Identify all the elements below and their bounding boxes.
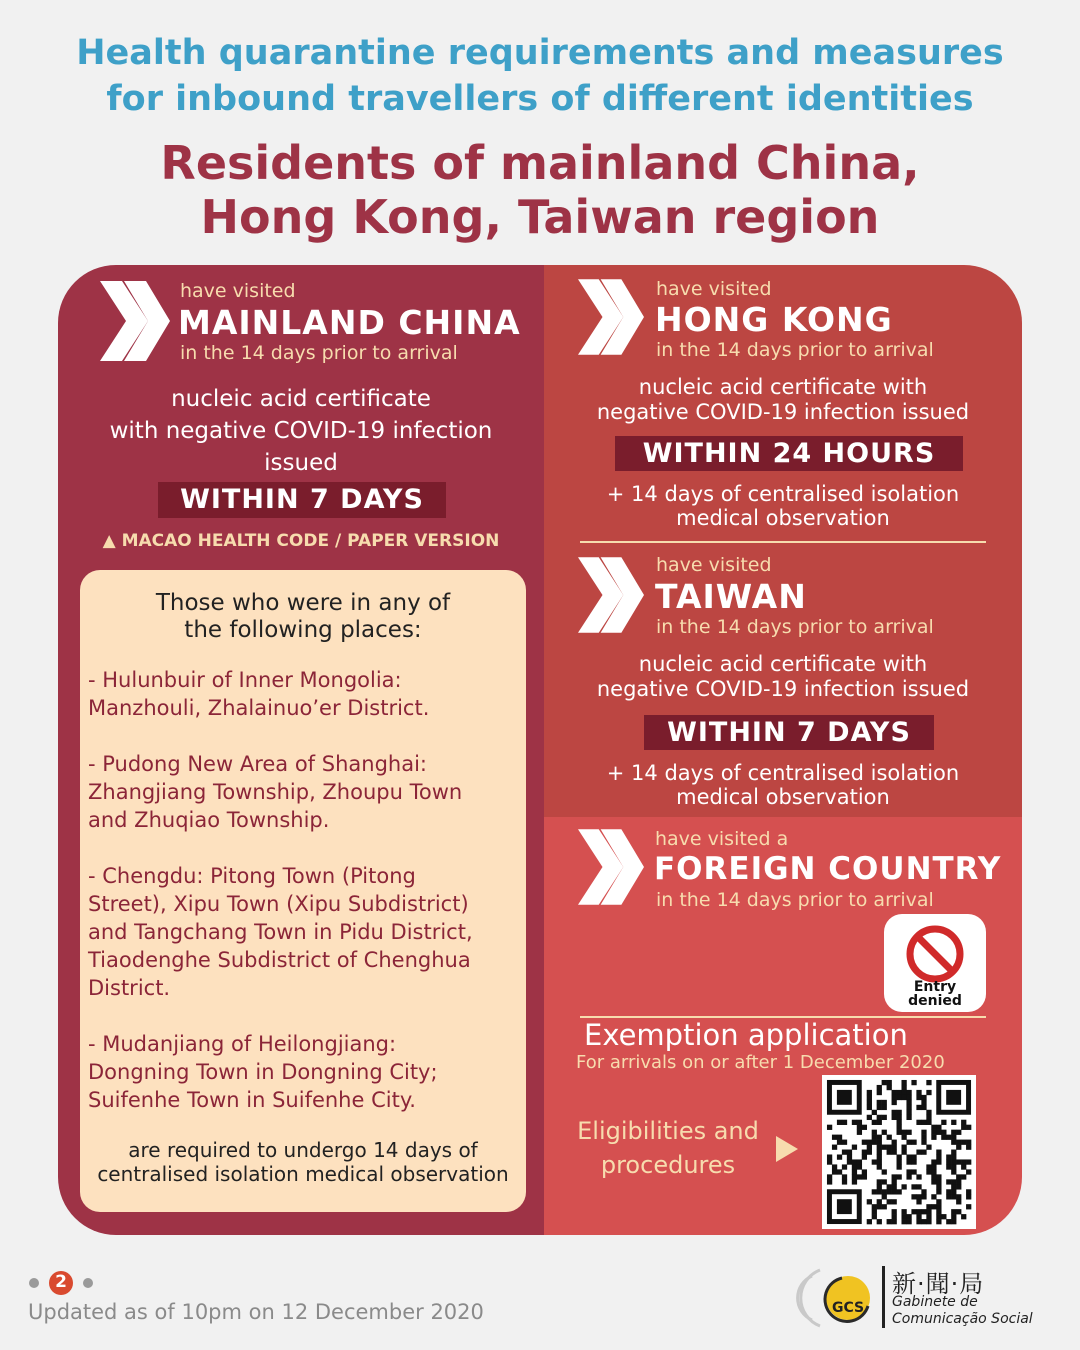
mainland-region: MAINLAND CHINA — [178, 303, 521, 342]
eligibility-link[interactable] — [566, 1114, 770, 1182]
foreign-have-visited: have visited a — [655, 828, 789, 850]
divider — [580, 541, 986, 543]
places-list — [88, 666, 518, 1142]
place-line: - Pudong New Area of Shanghai: — [88, 752, 427, 776]
entry-denied-line1: Entry — [913, 979, 957, 995]
place-line: - Hulunbuir of Inner Mongolia: — [88, 668, 402, 692]
gcs-logo — [790, 1262, 1070, 1334]
note-heading-line2: the following places: — [184, 617, 422, 643]
restricted-places-note — [80, 570, 526, 1212]
hk-within-label: WITHIN 24 HOURS — [615, 436, 963, 471]
note-footer-line1: are required to undergo 14 days of — [128, 1138, 478, 1162]
note-footer-line2: centralised isolation medical observation — [97, 1162, 509, 1186]
subtitle-line1: Residents of mainland China, — [160, 136, 920, 190]
chevron-double-right-icon — [578, 828, 644, 906]
foreign-prior: in the 14 days prior to arrival — [656, 889, 934, 911]
mainland-panel — [58, 265, 544, 1235]
logo-line2: Comunicação Social — [892, 1311, 1033, 1327]
gcs-mark: GCS — [832, 1300, 865, 1316]
hk-extra — [544, 482, 1022, 530]
foreign-region: FOREIGN COUNTRY — [654, 851, 1002, 887]
tw-have-visited: have visited — [656, 554, 772, 576]
tw-certificate — [544, 652, 1022, 702]
tw-within-label: WITHIN 7 DAYS — [644, 715, 934, 750]
place-line: Suifenhe Town in Suifenhe City. — [88, 1088, 416, 1112]
hk-certificate — [544, 375, 1022, 425]
mainland-prior: in the 14 days prior to arrival — [180, 342, 458, 364]
tw-cert-line2: negative COVID-19 infection issued — [596, 677, 970, 701]
note-heading — [80, 590, 526, 644]
tw-extra — [544, 761, 1022, 809]
place-line: - Mudanjiang of Heilongjiang: — [88, 1032, 397, 1056]
logo-chinese: 新·聞·局 — [892, 1270, 985, 1298]
entry-denied-badge — [884, 914, 986, 1012]
mainland-within-label: WITHIN 7 DAYS — [158, 482, 446, 518]
qr-code[interactable] — [822, 1075, 976, 1229]
place-line: District. — [88, 976, 171, 1000]
place-line: Tiaodenghe Subdistrict of Chenghua — [88, 948, 471, 972]
tw-cert-line1: nucleic acid certificate with — [638, 652, 928, 676]
play-triangle-icon — [776, 1136, 798, 1162]
list-item — [88, 666, 518, 722]
logo-line1: Gabinete de — [892, 1294, 978, 1310]
subtitle — [0, 136, 1080, 244]
gcs-logo-icon — [790, 1262, 886, 1334]
main-title — [0, 30, 1080, 122]
note-heading-line1: Those who were in any of — [155, 590, 451, 616]
place-line: Street), Xipu Town (Xipu Subdistrict) — [88, 892, 469, 916]
chevron-double-right-icon — [100, 281, 170, 361]
list-item — [88, 862, 518, 1002]
mainland-certificate — [58, 383, 544, 479]
tw-region: TAIWAN — [655, 577, 807, 616]
hk-have-visited: have visited — [656, 278, 772, 300]
mainland-cert-line1: nucleic acid certificate — [171, 386, 431, 412]
place-line: Dongning Town in Dongning City; — [88, 1060, 438, 1084]
hk-extra-line2: medical observation — [676, 506, 890, 530]
tw-extra-line1: + 14 days of centralised isolation — [606, 761, 960, 785]
mainland-have-visited: have visited — [180, 280, 296, 302]
mainland-health-code: ▲ MACAO HEALTH CODE / PAPER VERSION — [102, 531, 500, 551]
exemption-subtitle: For arrivals on or after 1 December 2020 — [576, 1052, 945, 1073]
main-title-line2: for inbound travellers of different identities — [106, 79, 974, 119]
subtitle-line2: Hong Kong, Taiwan region — [200, 190, 880, 244]
eligibility-line2: procedures — [600, 1151, 736, 1179]
mainland-cert-line2: with negative COVID-19 infection — [109, 418, 493, 444]
qr-code-pattern — [822, 1075, 976, 1229]
hk-cert-line2: negative COVID-19 infection issued — [596, 400, 970, 424]
entry-denied-text — [884, 980, 986, 1008]
hk-prior: in the 14 days prior to arrival — [656, 339, 934, 361]
hk-region: HONG KONG — [655, 300, 893, 339]
list-item — [88, 1030, 518, 1114]
eligibility-line1: Eligibilities and — [577, 1117, 759, 1145]
place-line: Zhangjiang Township, Zhoupu Town — [88, 780, 463, 804]
main-title-line1: Health quarantine requirements and measures — [76, 33, 1004, 73]
updated-text: Updated as of 10pm on 12 December 2020 — [28, 1300, 484, 1324]
chevron-double-right-icon — [578, 556, 644, 634]
place-line: and Zhuqiao Township. — [88, 808, 330, 832]
tw-prior: in the 14 days prior to arrival — [656, 616, 934, 638]
page-number: 2 — [55, 1272, 67, 1292]
logo-divider — [882, 1266, 885, 1328]
mainland-cert-line3: issued — [264, 450, 338, 476]
place-line: and Tangchang Town in Pidu District, — [88, 920, 473, 944]
place-line: Manzhouli, Zhalainuo’er District. — [88, 696, 430, 720]
place-line: - Chengdu: Pitong Town (Pitong — [88, 864, 416, 888]
exemption-title: Exemption application — [584, 1018, 908, 1052]
tw-extra-line2: medical observation — [676, 785, 890, 809]
list-item — [88, 750, 518, 834]
hk-extra-line1: + 14 days of centralised isolation — [606, 482, 960, 506]
hk-cert-line1: nucleic acid certificate with — [638, 375, 928, 399]
note-footer — [80, 1138, 526, 1186]
logo-text — [892, 1294, 1033, 1328]
chevron-double-right-icon — [578, 278, 644, 356]
entry-denied-line2: denied — [908, 993, 962, 1009]
no-entry-icon — [902, 922, 968, 986]
